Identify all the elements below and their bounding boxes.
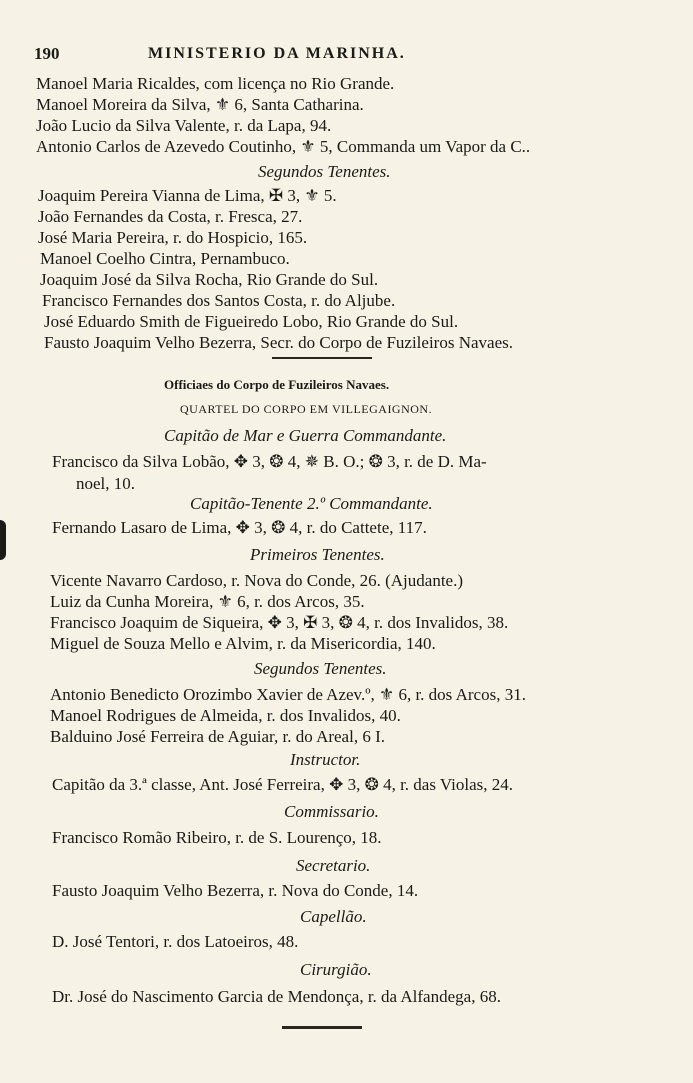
entry-line: Francisco Romão Ribeiro, r. de S. Lourenço, 18. [52,828,382,847]
entry-line: Antonio Carlos de Azevedo Coutinho, ⚜ 5, Commanda um Vapor da C.. [36,137,531,156]
page-number: 190 [34,44,60,63]
entry-line: Francisco Joaquim de Siqueira, ✥ 3, ✠ 3, ❂ 4, r. dos Invalidos, 38. [50,613,509,632]
entry-line: Miguel de Souza Mello e Alvim, r. da Misericordia, 140. [50,634,436,653]
section-heading: Capitão de Mar e Guerra Commandante. [164,426,447,445]
entry-line: Francisco da Silva Lobão, ✥ 3, ❂ 4, ✵ B. O.; ❂ 3, r. de D. Ma- [52,452,487,471]
section-heading: Commissario. [284,802,379,821]
entry-line: Fausto Joaquim Velho Bezerra, r. Nova do Conde, 14. [52,881,419,900]
ink-blot [0,520,6,560]
entry-line: Manoel Moreira da Silva, ⚜ 6, Santa Catharina. [36,95,364,114]
entry-line: Joaquim José da Silva Rocha, Rio Grande do Sul. [40,270,379,289]
entry-line: Dr. José do Nascimento Garcia de Mendonça, r. da Alfandega, 68. [52,987,501,1006]
section-heading: Segundos Tenentes. [258,162,391,181]
section-heading: Secretario. [296,856,371,875]
section-heading: Instructor. [290,750,361,769]
entry-line: Capitão da 3.ª classe, Ant. José Ferreira, ✥ 3, ❂ 4, r. das Violas, 24. [52,775,514,794]
section-title: Officiaes do Corpo de Fuzileiros Navaes. [164,377,390,392]
section-subtitle: QUARTEL DO CORPO EM VILLEGAIGNON. [180,402,433,416]
entry-line: Manoel Coelho Cintra, Pernambuco. [40,249,290,268]
entry-line: Fernando Lasaro de Lima, ✥ 3, ❂ 4, r. do Cattete, 117. [52,518,427,537]
section-heading: Primeiros Tenentes. [250,545,385,564]
page-title: MINISTERIO DA MARINHA. [148,45,406,62]
entry-line: Francisco Fernandes dos Santos Costa, r. do Aljube. [42,291,396,310]
end-divider [282,1026,362,1029]
entry-line: Fausto Joaquim Velho Bezerra, Secr. do Corpo de Fuzileiros Navaes. [44,333,513,352]
entry-line: Vicente Navarro Cardoso, r. Nova do Conde, 26. (Ajudante.) [50,571,464,590]
entry-line: João Fernandes da Costa, r. Fresca, 27. [38,207,303,226]
section-heading: Cirurgião. [300,960,372,979]
entry-line: João Lucio da Silva Valente, r. da Lapa, 94. [36,116,332,135]
section-heading: Capitão-Tenente 2.º Commandante. [190,494,433,513]
entry-line: Joaquim Pereira Vianna de Lima, ✠ 3, ⚜ 5. [38,186,337,205]
entry-line: Antonio Benedicto Orozimbo Xavier de Azev.º, ⚜ 6, r. dos Arcos, 31. [50,685,526,704]
entry-line: D. José Tentori, r. dos Latoeiros, 48. [52,932,299,951]
entry-line: José Maria Pereira, r. do Hospicio, 165. [38,228,308,247]
entry-line: Manoel Maria Ricaldes, com licença no Rio Grande. [36,74,395,93]
entry-line: José Eduardo Smith de Figueiredo Lobo, Rio Grande do Sul. [44,312,459,331]
section-heading: Capellão. [300,907,367,926]
entry-line: Manoel Rodrigues de Almeida, r. dos Invalidos, 40. [50,706,401,725]
entry-line: noel, 10. [76,474,136,493]
entry-line: Balduino José Ferreira de Aguiar, r. do Areal, 6 I. [50,727,385,746]
entry-line: Luiz da Cunha Moreira, ⚜ 6, r. dos Arcos, 35. [50,592,365,611]
section-heading: Segundos Tenentes. [254,659,387,678]
section-divider [272,357,372,359]
